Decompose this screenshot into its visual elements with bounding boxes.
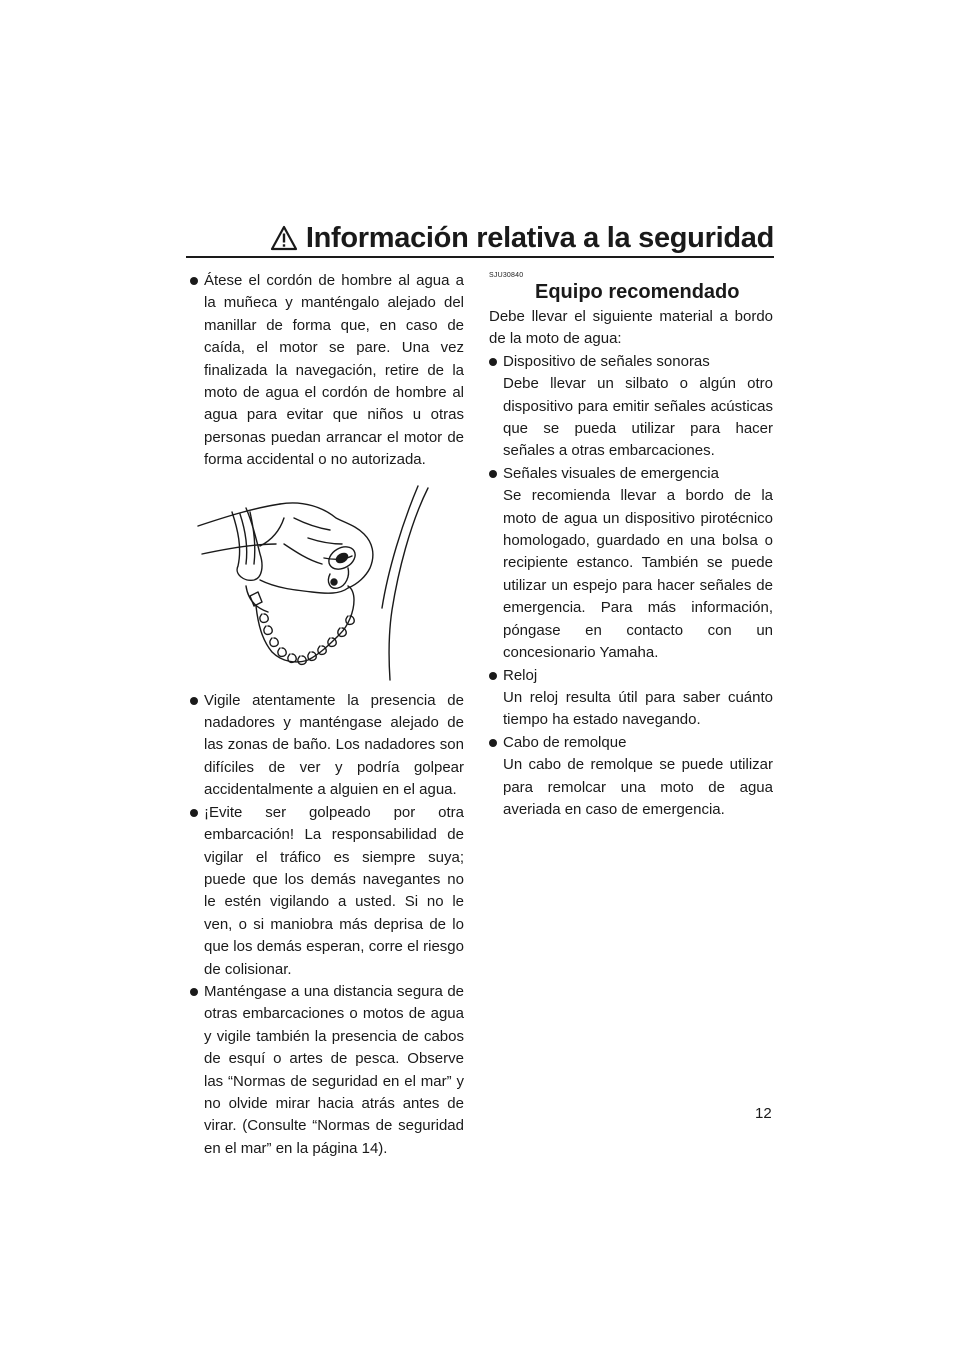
bullet-icon: [489, 358, 497, 366]
bullet-icon: [489, 672, 497, 680]
list-item: [489, 351, 773, 463]
page-number: 12: [755, 1105, 772, 1122]
bullet-text: ¡Evite ser golpeado por otra embarcación! La responsabilidad de vigilar el tráfico es siempre suya; puede que los demás navegantes no le estén vigilando a usted. Si no le ven, o si maniobra más deprisa de lo que los demás esperan, corre el riesgo de colisionar.: [204, 803, 464, 978]
bullet-text: Átese el cordón de hombre al agua a la muñeca y manténgalo alejado del manillar de forma que, en caso de caída, el motor se pare. Una vez finalizada la navegación, retire de la moto de agua el cordón de hombre al agua para evitar que niños u otras personas puedan arrancar el motor de forma accidental o no autorizada.: [204, 272, 464, 469]
page-title: Información relativa a la seguridad: [305, 222, 774, 254]
list-item: [489, 463, 773, 665]
bullet-icon: [489, 470, 497, 478]
item-title: Reloj: [503, 666, 538, 684]
item-title: Dispositivo de señales sonoras: [503, 352, 710, 370]
item-title: Cabo de remolque: [503, 733, 627, 751]
item-body: Un reloj resulta útil para saber cuánto tiempo ha estado navegando.: [503, 688, 773, 729]
bullet-icon: [190, 988, 198, 996]
list-item: [190, 270, 464, 472]
item-body: Un cabo de remolque se puede utilizar para remolcar una moto de agua averiada en caso de emergencia.: [503, 756, 773, 818]
bullet-text: Vigile atentamente la presencia de nadadores y manténgase alejado de las zonas de baño. Los nadadores son difíciles de ver y podría golpear accidentalmente a alguien en el agua.: [204, 691, 464, 799]
list-item: [489, 665, 773, 732]
section-title: Equipo recomendado: [535, 281, 740, 303]
item-title: Señales visuales de emergencia: [503, 464, 719, 482]
header-title-group: [270, 222, 774, 256]
right-column: [489, 270, 773, 821]
intro-text: Debe llevar el siguiente material a bordo de la moto de agua:: [489, 308, 773, 348]
gloved-hand-lanyard-illustration: [184, 484, 464, 682]
page-header: [186, 222, 774, 258]
bullet-icon: [190, 277, 198, 285]
item-body: Se recomienda llevar a bordo de la moto de agua un dispositivo pirotécnico homologado, guardado en una bolsa o recipiente estanco. También se puede utilizar un espejo para hacer señales de emergencia. Para más información, póngase en contacto con un concesionario Yamaha.: [503, 487, 773, 662]
bullet-icon: [190, 809, 198, 817]
reference-code: SJU30840: [489, 272, 524, 279]
list-item: [190, 981, 464, 1160]
warning-triangle-icon: [270, 225, 298, 251]
bullet-icon: [190, 697, 198, 705]
left-column: [190, 270, 464, 1160]
list-item: [190, 690, 464, 802]
list-item: [190, 802, 464, 981]
bullet-text: Manténgase a una distancia segura de otras embarcaciones o motos de agua y vigile también la presencia de cabos de esquí o artes de pesca. Observe las “Normas de seguridad en el mar” y no olvide mirar hacia atrás antes de virar. (Consulte “Normas de seguridad en el mar” en la página 14).: [204, 982, 464, 1157]
list-item: [489, 732, 773, 822]
item-body: Debe llevar un silbato o algún otro dispositivo para emitir señales acústicas que se pueda utilizar para hacer señales a otras embarcaciones.: [503, 375, 773, 460]
bullet-icon: [489, 739, 497, 747]
